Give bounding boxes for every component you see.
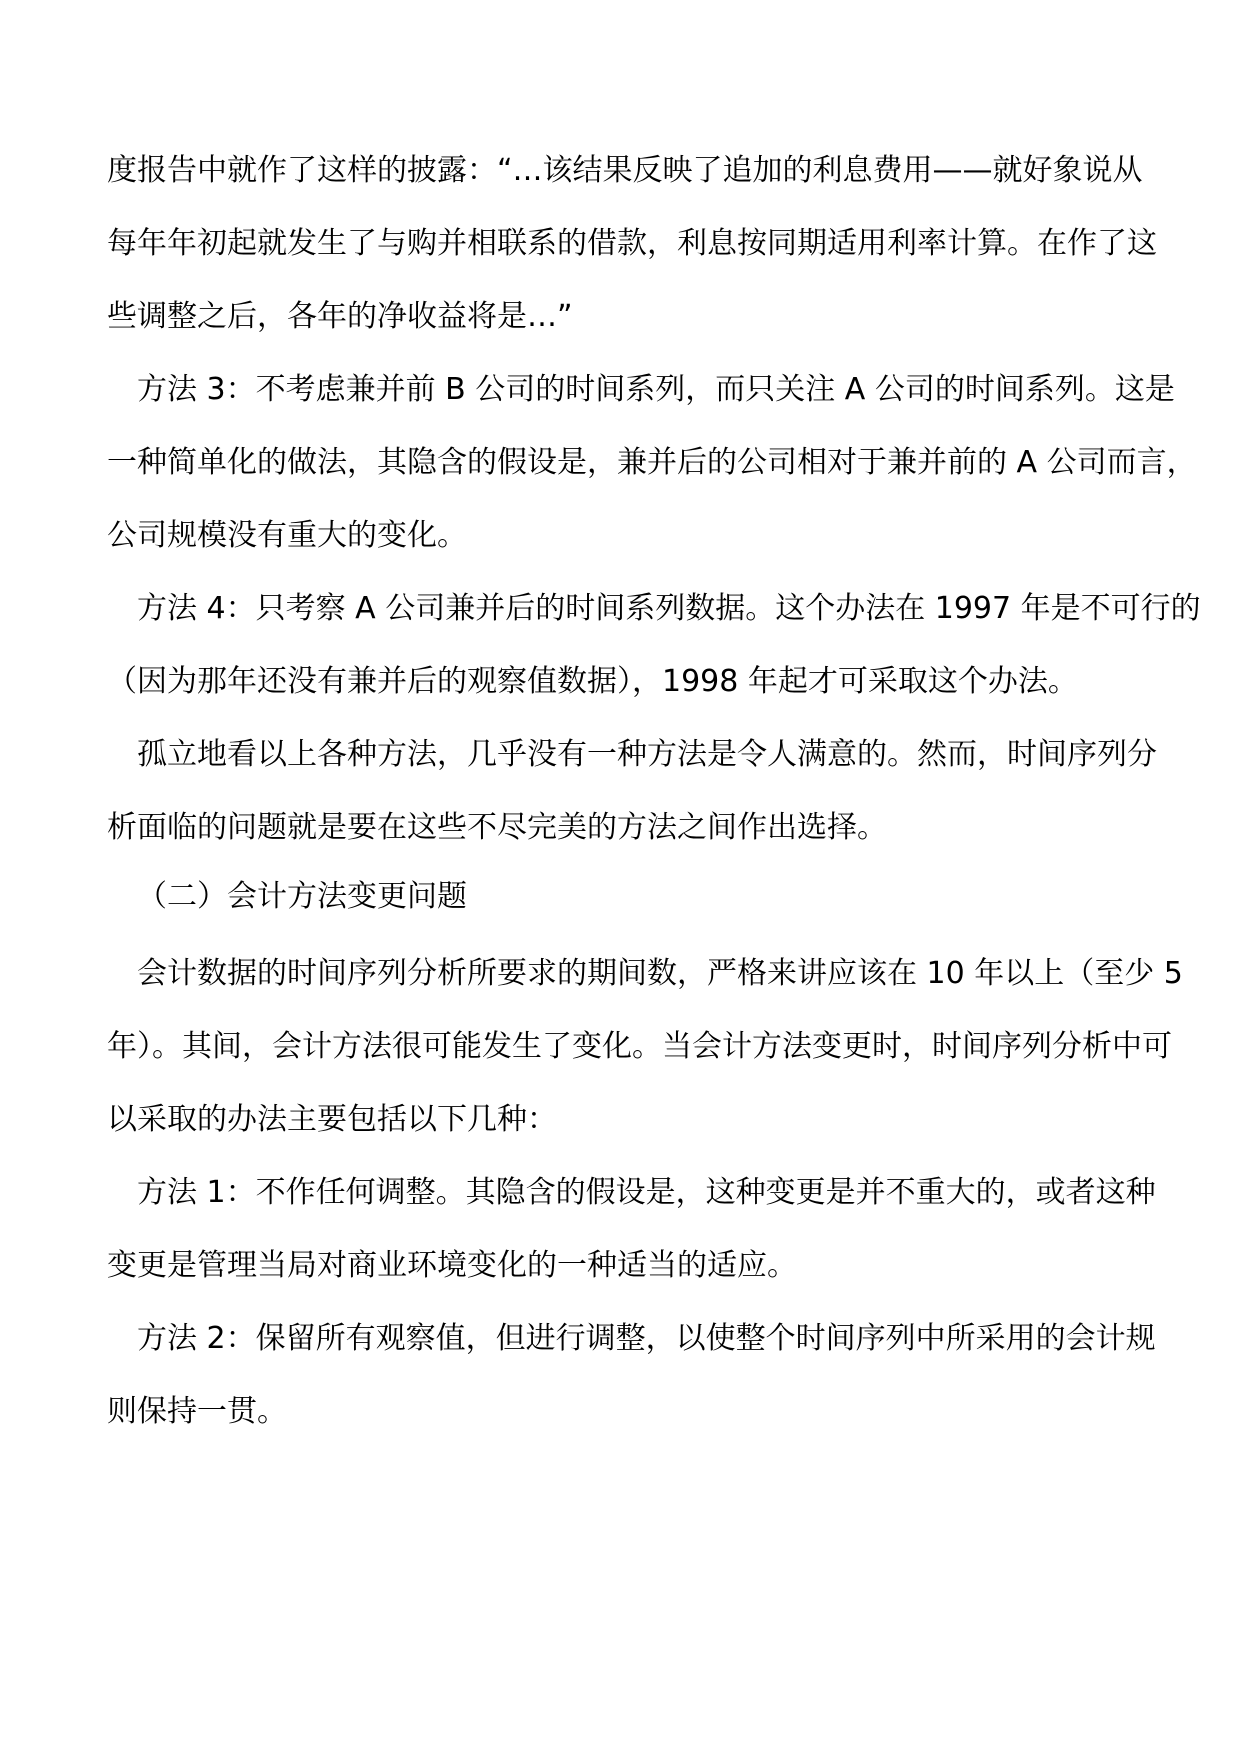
text-line: 变更是管理当局对商业环境变化的一种适当的适应。	[107, 1248, 797, 1283]
section-heading: （二）会计方法变更问题	[137, 879, 467, 914]
paragraph-start-line: 孤立地看以上各种方法，几乎没有一种方法是令人满意的。然而，时间序列分	[137, 737, 1157, 772]
text-line: 度报告中就作了这样的披露：“…该结果反映了追加的利息费用——就好象说从	[107, 153, 1143, 188]
text-line: 一种简单化的做法，其隐含的假设是，兼并后的公司相对于兼并前的 A 公司而言，	[107, 445, 1197, 480]
paragraph-start-line: 会计数据的时间序列分析所要求的期间数，严格来讲应该在 10 年以上（至少 5	[137, 956, 1183, 991]
text-line: 每年年初起就发生了与购并相联系的借款，利息按同期适用利率计算。在作了这	[107, 226, 1157, 261]
text-line: 些调整之后，各年的净收益将是…”	[107, 299, 573, 334]
paragraph-start-line: 方法 4：只考察 A 公司兼并后的时间系列数据。这个办法在 1997 年是不可行的	[137, 591, 1201, 626]
paragraph-start-line: 方法 1：不作任何调整。其隐含的假设是，这种变更是并不重大的，或者这种	[137, 1175, 1156, 1210]
text-line: 则保持一贯。	[107, 1394, 287, 1429]
text-line: 以采取的办法主要包括以下几种：	[107, 1102, 557, 1137]
text-line: 公司规模没有重大的变化。	[107, 518, 467, 553]
text-line: （因为那年还没有兼并后的观察值数据），1998 年起才可采取这个办法。	[107, 664, 1078, 699]
paragraph-start-line: 方法 3：不考虑兼并前 B 公司的时间系列，而只关注 A 公司的时间系列。这是	[137, 372, 1175, 407]
paragraph-start-line: 方法 2：保留所有观察值，但进行调整，以使整个时间序列中所采用的会计规	[137, 1321, 1156, 1356]
text-line: 年）。其间，会计方法很可能发生了变化。当会计方法变更时，时间序列分析中可	[107, 1029, 1172, 1064]
text-line: 析面临的问题就是要在这些不尽完美的方法之间作出选择。	[107, 810, 887, 845]
